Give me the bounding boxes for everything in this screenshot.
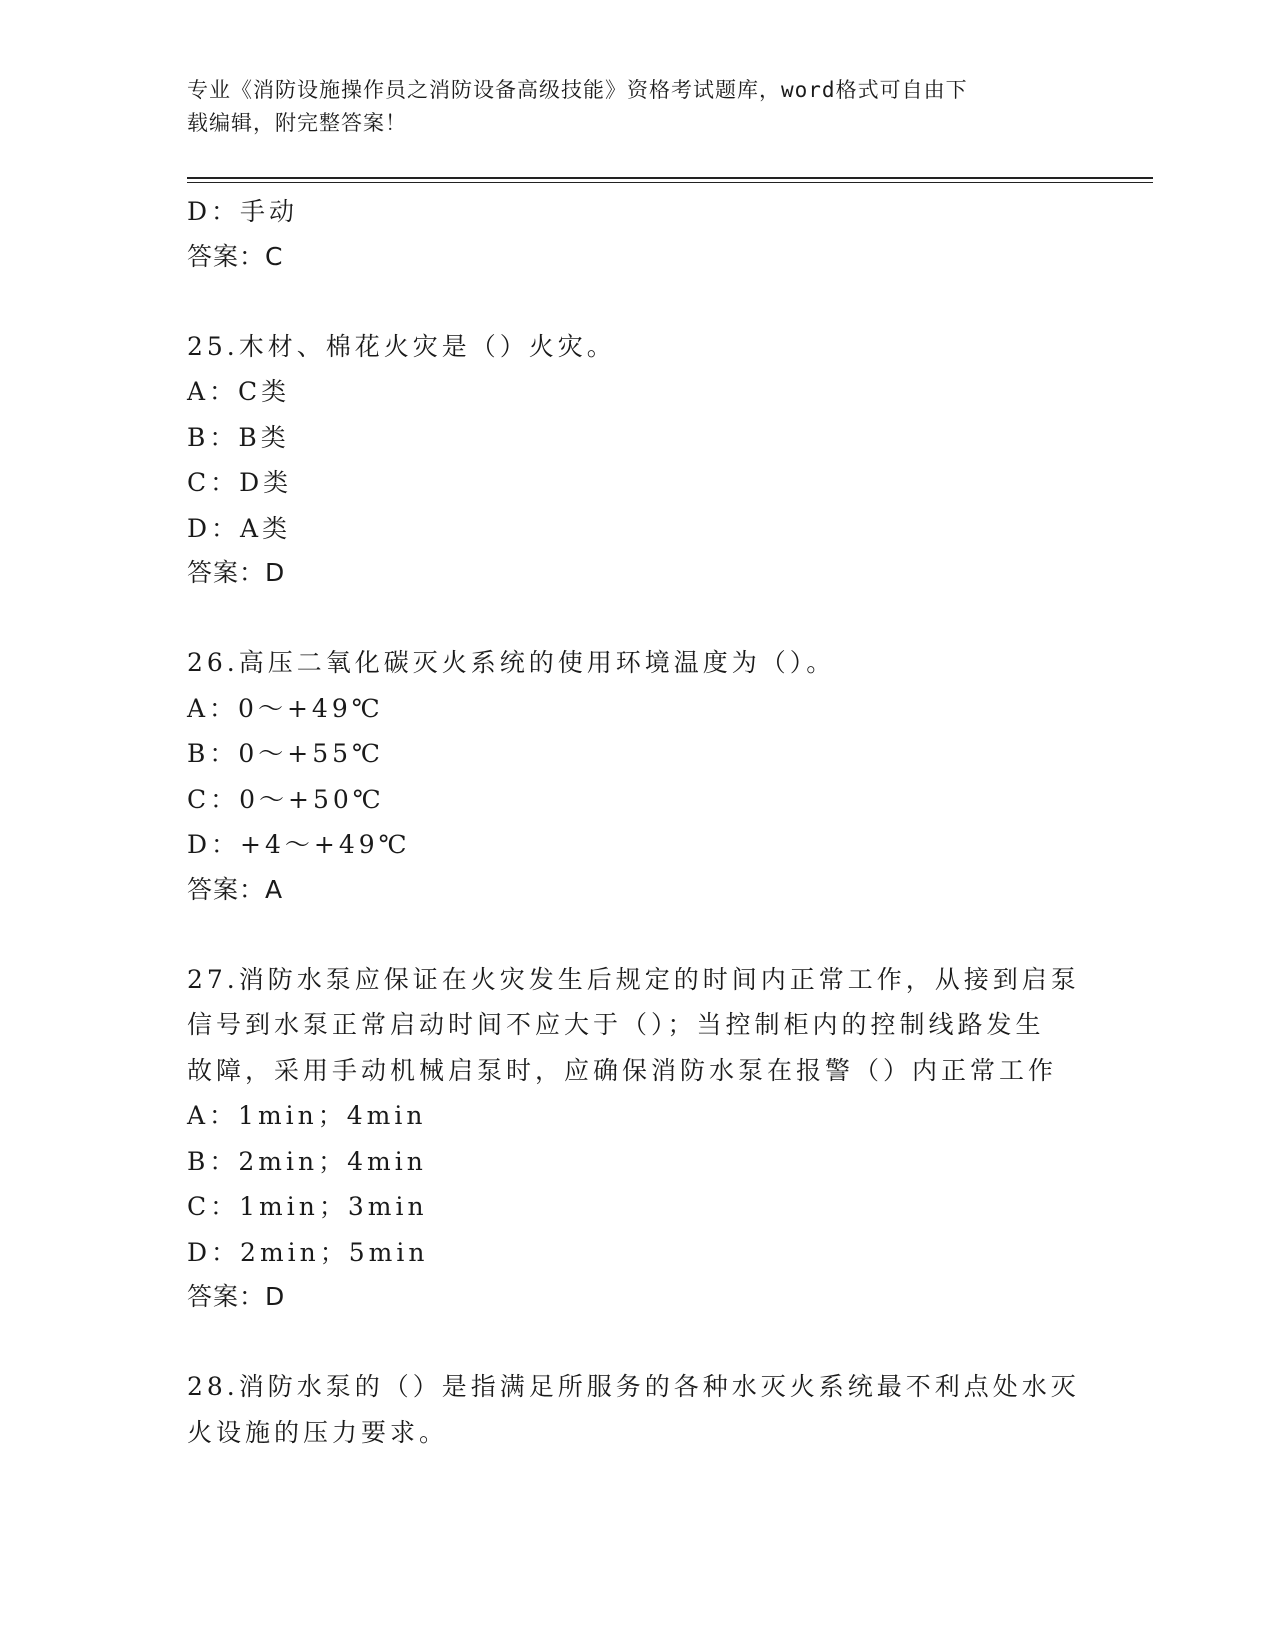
question-stem: 26.高压二氧化碳灭火系统的使用环境温度为（）。	[187, 648, 836, 677]
previous-question-tail	[187, 189, 1087, 279]
option-b: B：0～+55℃	[187, 739, 385, 768]
question-25	[187, 324, 1087, 596]
option-d: D：手动	[187, 197, 299, 226]
option-c: C：1min；3min	[187, 1192, 428, 1221]
option-b: B：2min；4min	[187, 1146, 427, 1176]
option-d: D：+4～+49℃	[187, 830, 411, 859]
question-26	[187, 640, 1087, 912]
question-stem-line-1: 27.消防水泵应保证在火灾发生后规定的时间内正常工作，从接到启泵	[187, 964, 1080, 994]
option-c: C：0～+50℃	[187, 784, 385, 814]
option-d: D：A类	[187, 513, 292, 543]
page-header	[187, 74, 1067, 140]
question-stem-line-3: 故障，采用手动机械启泵时，应确保消防水泵在报警（）内正常工作	[187, 1055, 1058, 1085]
option-a: A：C类	[187, 377, 291, 406]
option-d: D：2min；5min	[187, 1237, 429, 1267]
option-b: B：B类	[187, 422, 290, 452]
question-stem-line-1: 28.消防水泵的（）是指满足所服务的各种水灭火系统最不利点处水灭	[187, 1372, 1080, 1401]
question-27	[187, 957, 1087, 1320]
answer-line: 答案：D	[187, 558, 286, 587]
answer-line: 答案：C	[187, 241, 284, 271]
header-line-1: 专业《消防设施操作员之消防设备高级技能》资格考试题库，word格式可自由下	[187, 78, 968, 102]
header-divider-thin	[187, 182, 1153, 183]
answer-line: 答案：D	[187, 1282, 286, 1311]
question-stem: 25.木材、棉花火灾是（）火灾。	[187, 331, 616, 361]
option-c: C：D类	[187, 468, 293, 497]
header-line-2: 载编辑，附完整答案！	[187, 111, 407, 135]
question-list	[187, 189, 1087, 1455]
option-a: A：0～+49℃	[187, 693, 384, 723]
question-stem-line-2: 信号到水泵正常启动时间不应大于（）；当控制柜内的控制线路发生	[187, 1010, 1045, 1039]
question-stem-line-2: 火设施的压力要求。	[187, 1417, 449, 1447]
question-28	[187, 1364, 1087, 1455]
option-a: A：1min；4min	[187, 1101, 427, 1130]
header-divider	[187, 177, 1153, 179]
answer-line: 答案：A	[187, 874, 284, 904]
